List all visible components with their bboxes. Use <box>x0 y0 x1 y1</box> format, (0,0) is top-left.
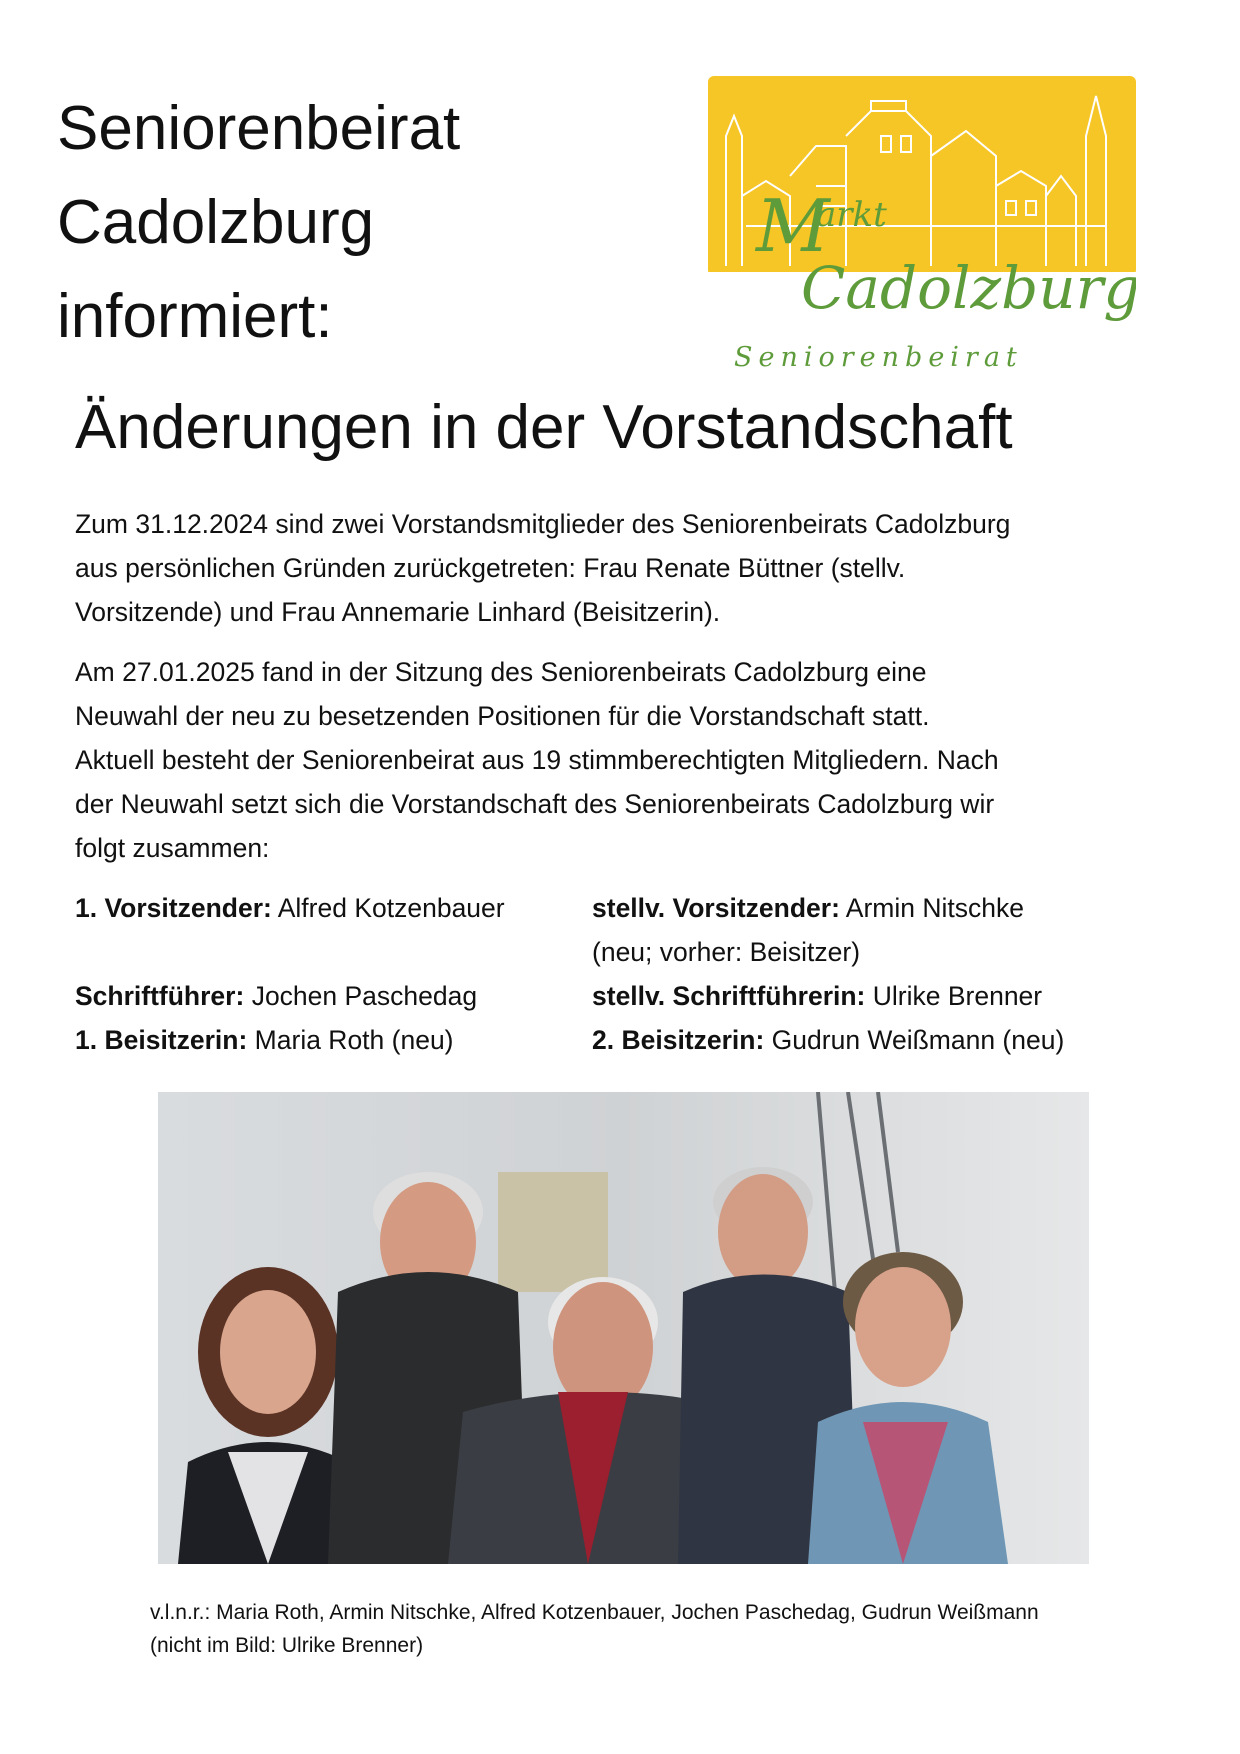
paragraph-line: Neuwahl der neu zu besetzenden Positionen für die Vorstandschaft statt. <box>75 701 930 731</box>
paragraph-line: Am 27.01.2025 fand in der Sitzung des Seniorenbeirats Cadolzburg eine <box>75 657 927 687</box>
title-line-1: Seniorenbeirat <box>57 94 461 163</box>
role-note: (neu; vorher: Beisitzer) <box>592 937 861 967</box>
paragraph-line: folgt zusammen: <box>75 833 270 863</box>
paragraph-resignations <box>75 502 1165 634</box>
role-name: Armin Nitschke <box>839 893 1024 923</box>
title-line-2: Cadolzburg <box>57 188 375 257</box>
logo-word-markt: arkt <box>816 195 887 235</box>
caption-line-2: (nicht im Bild: Ulrike Brenner) <box>150 1634 424 1657</box>
logo-word-seniorenbeirat: Seniorenbeirat <box>734 342 1023 373</box>
role-name: Maria Roth (neu) <box>247 1025 454 1055</box>
role-label: stellv. Vorsitzender: <box>592 893 840 923</box>
role-label: stellv. Schriftführerin: <box>592 981 866 1011</box>
photo-caption <box>150 1596 1039 1662</box>
paragraph-election <box>75 650 1165 870</box>
role-name: Jochen Paschedag <box>244 981 478 1011</box>
role-assessor-2 <box>592 1018 1064 1062</box>
markt-cadolzburg-logo <box>706 76 1136 376</box>
paragraph-line: Zum 31.12.2024 sind zwei Vorstandsmitglieder des Seniorenbeirats Cadolzburg <box>75 509 1011 539</box>
role-vice-chair <box>592 886 1024 930</box>
role-label: 1. Beisitzerin: <box>75 1025 248 1055</box>
paragraph-line: aus persönlichen Gründen zurückgetreten: Frau Renate Büttner (stellv. <box>75 553 906 583</box>
role-vice-secretary <box>592 974 1042 1018</box>
role-label: 2. Beisitzerin: <box>592 1025 765 1055</box>
role-name: Alfred Kotzenbauer <box>271 893 505 923</box>
role-label: 1. Vorsitzender: <box>75 893 272 923</box>
role-name: Ulrike Brenner <box>865 981 1043 1011</box>
logo-word-cadolzburg: Cadolzburg <box>801 254 1136 322</box>
paragraph-line: Aktuell besteht der Seniorenbeirat aus 19 stimmberechtigten Mitgliedern. Nach <box>75 745 999 775</box>
title-line-3: informiert: <box>57 282 333 351</box>
role-name: Gudrun Weißmann (neu) <box>764 1025 1065 1055</box>
paragraph-line: der Neuwahl setzt sich die Vorstandschaft des Seniorenbeirats Cadolzburg wir <box>75 789 995 819</box>
headline: Änderungen in der Vorstandschaft <box>75 393 1013 462</box>
role-secretary <box>75 974 477 1018</box>
caption-line-1: v.l.n.r.: Maria Roth, Armin Nitschke, Alfred Kotzenbauer, Jochen Paschedag, Gudrun Weißmann <box>150 1601 1039 1624</box>
group-photo <box>158 1092 1089 1564</box>
role-vice-chair-note <box>592 930 860 974</box>
role-chair <box>75 886 505 930</box>
role-label: Schriftführer: <box>75 981 245 1011</box>
role-assessor-1 <box>75 1018 454 1062</box>
paragraph-line: Vorsitzende) und Frau Annemarie Linhard (Beisitzerin). <box>75 597 721 627</box>
logo-word-markt-initial: M <box>756 184 830 268</box>
page-title <box>57 82 460 364</box>
